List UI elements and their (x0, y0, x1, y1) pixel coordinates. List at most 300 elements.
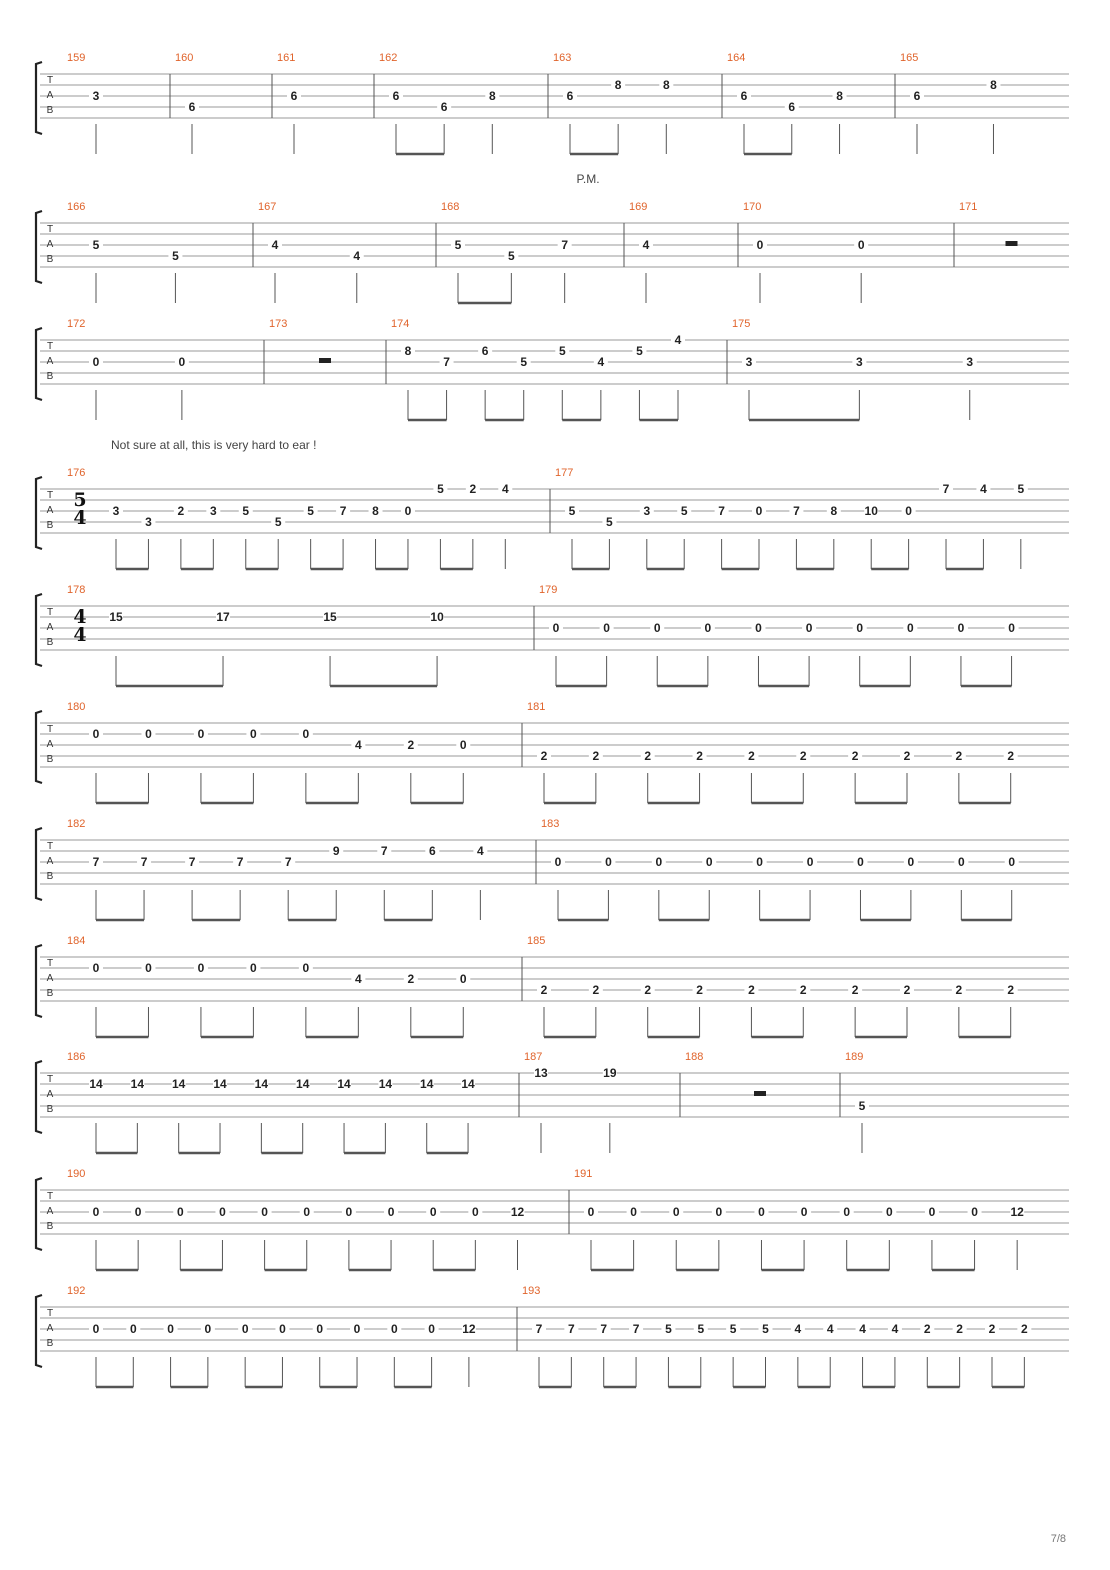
fret-number: 4 (354, 738, 362, 752)
measure (67, 52, 103, 154)
fret-number: 14 (420, 1077, 434, 1091)
tab-clef-letter: T (46, 1074, 54, 1085)
fret-number: 5 (636, 344, 643, 358)
fret-number: 2 (1021, 1322, 1028, 1336)
fret-number: 14 (213, 1077, 227, 1091)
measure (67, 701, 470, 803)
fret-number: 2 (696, 983, 703, 997)
fret-number: 14 (130, 1077, 145, 1091)
tab-clef-letter: B (46, 371, 54, 382)
measure-number: 185 (527, 935, 546, 947)
measure (536, 818, 1019, 920)
fret-number: 2 (469, 482, 477, 496)
fret-number: 8 (830, 504, 838, 518)
measure-number: 189 (845, 1051, 864, 1063)
measure (436, 201, 572, 303)
fret-number: 2 (903, 749, 911, 763)
fret-number: 4 (891, 1322, 899, 1336)
system-bracket (36, 1295, 42, 1367)
tab-clef-letter: A (46, 1089, 54, 1100)
tab-clef-letter: B (46, 1221, 54, 1232)
fret-number: 7 (380, 844, 388, 858)
fret-number: 12 (1010, 1205, 1024, 1219)
fret-number: 5 (307, 504, 314, 518)
time-signature-digit: 5 (73, 489, 87, 511)
measure (517, 1285, 1031, 1387)
fret-number: 4 (826, 1322, 834, 1336)
fret-number: 0 (459, 738, 467, 752)
measure-number: 188 (685, 1051, 704, 1063)
measure-number: 193 (522, 1285, 541, 1297)
measure-number: 173 (269, 318, 288, 330)
system-annotation: P.M. (576, 172, 600, 186)
measure-number: 174 (391, 318, 410, 330)
fret-number: 0 (907, 855, 915, 869)
tab-clef-letter: T (46, 341, 54, 352)
fret-number: 5 (437, 482, 444, 496)
measure (67, 1168, 524, 1270)
fret-number: 15 (323, 610, 337, 624)
tab-clef-letter: T (46, 75, 54, 86)
fret-number: 0 (92, 1205, 100, 1219)
fret-number: 5 (242, 504, 250, 518)
fret-number: 7 (718, 504, 725, 518)
measure (895, 52, 1000, 154)
tab-system (36, 52, 1069, 154)
measure (374, 52, 499, 154)
fret-number: 0 (178, 355, 186, 369)
fret-number: 14 (296, 1077, 310, 1091)
fret-number: 0 (429, 1205, 437, 1219)
fret-number: 6 (740, 89, 748, 103)
measure (67, 818, 487, 920)
measure (522, 935, 1018, 1037)
fret-number: 2 (592, 749, 600, 763)
fret-number: 8 (404, 344, 412, 358)
fret-number: 2 (644, 749, 652, 763)
fret-number: 0 (353, 1322, 361, 1336)
fret-number: 5 (606, 515, 613, 529)
tab-clef-letter: T (46, 1191, 54, 1202)
measure-number: 162 (379, 52, 398, 64)
fret-number: 5 (680, 504, 688, 518)
fret-number: 0 (552, 621, 560, 635)
fret-number: 8 (990, 78, 997, 92)
fret-number: 3 (112, 504, 120, 518)
fret-number: 0 (404, 504, 412, 518)
tab-clef-letter: T (46, 490, 54, 501)
tab-clef-letter: B (46, 520, 54, 531)
fret-number: 0 (134, 1205, 142, 1219)
fret-number: 5 (558, 344, 566, 358)
fret-number: 3 (745, 355, 753, 369)
fret-number: 4 (794, 1322, 802, 1336)
fret-number: 0 (885, 1205, 893, 1219)
fret-number: 0 (857, 238, 865, 252)
fret-number: 5 (697, 1322, 705, 1336)
measure (727, 318, 977, 420)
tab-clef-letter: A (46, 739, 54, 750)
tab-clef-letter: A (46, 622, 54, 633)
fret-number: 10 (430, 610, 444, 624)
fret-number: 2 (1007, 983, 1015, 997)
time-signature (73, 606, 86, 646)
fret-number: 0 (857, 855, 864, 869)
fret-number: 6 (188, 100, 196, 114)
fret-number: 6 (290, 89, 298, 103)
tab-system (36, 1168, 1069, 1270)
measure-number: 167 (258, 201, 277, 213)
fret-number: 0 (219, 1205, 226, 1219)
fret-number: 7 (236, 855, 244, 869)
fret-number: 2 (955, 983, 963, 997)
system-bracket (36, 477, 42, 549)
system-bracket (36, 62, 42, 134)
fret-number: 2 (644, 983, 652, 997)
fret-number: 14 (254, 1077, 269, 1091)
fret-number: 3 (856, 355, 863, 369)
measure-number: 176 (67, 467, 86, 479)
tab-system (36, 935, 1069, 1037)
measure-number: 160 (175, 52, 194, 64)
fret-number: 5 (507, 249, 515, 263)
fret-number: 0 (605, 855, 612, 869)
fret-number: 6 (440, 100, 448, 114)
measure (67, 467, 512, 569)
fret-number: 4 (980, 482, 987, 496)
fret-number: 0 (1008, 621, 1015, 635)
measure (519, 1051, 617, 1153)
fret-number: 5 (274, 515, 282, 529)
fret-number: 3 (92, 89, 100, 103)
fret-number: 2 (799, 749, 807, 763)
tab-clef-letter: B (46, 754, 54, 765)
measure (170, 52, 199, 154)
time-signature-digit: 4 (73, 624, 87, 646)
fret-number: 0 (459, 972, 467, 986)
fret-number: 2 (955, 749, 963, 763)
tab-system (36, 1051, 1069, 1153)
tab-clef-letter: B (46, 254, 54, 265)
fret-number: 0 (197, 727, 205, 741)
fret-number: 14 (378, 1077, 393, 1091)
tab-clef-letter: T (46, 724, 54, 735)
fret-number: 0 (303, 1205, 311, 1219)
fret-number: 0 (630, 1205, 637, 1219)
measure-number: 179 (539, 584, 558, 596)
measure (738, 201, 868, 303)
fret-number: 7 (140, 855, 148, 869)
tab-clef-letter: A (46, 90, 54, 101)
fret-number: 0 (261, 1205, 268, 1219)
measure-number: 171 (959, 201, 978, 213)
fret-number: 0 (472, 1205, 479, 1219)
fret-number: 10 (864, 504, 878, 518)
fret-number: 0 (279, 1322, 286, 1336)
measure-number: 178 (67, 584, 86, 596)
measure-number: 169 (629, 201, 648, 213)
whole-rest (1006, 241, 1018, 246)
fret-number: 7 (284, 855, 292, 869)
measure (569, 1168, 1024, 1270)
fret-number: 0 (906, 621, 914, 635)
tab-system (36, 701, 1069, 803)
fret-number: 0 (316, 1322, 324, 1336)
fret-number: 0 (928, 1205, 936, 1219)
measure-number: 182 (67, 818, 86, 830)
measure-number: 166 (67, 201, 86, 213)
fret-number: 0 (92, 1322, 100, 1336)
fret-number: 0 (204, 1322, 212, 1336)
fret-number: 0 (603, 621, 610, 635)
fret-number: 7 (188, 855, 196, 869)
measure (253, 201, 364, 303)
fret-number: 0 (302, 961, 310, 975)
tab-system (36, 172, 1069, 303)
fret-number: 7 (793, 504, 800, 518)
measure-number: 192 (67, 1285, 86, 1297)
fret-number: 0 (800, 1205, 808, 1219)
fret-number: 7 (600, 1322, 608, 1336)
fret-number: 7 (339, 504, 347, 518)
tab-clef-letter: A (46, 856, 54, 867)
measure (67, 1051, 475, 1153)
tab-clef-letter: B (46, 871, 54, 882)
tab-clef-letter: T (46, 958, 54, 969)
fret-number: 4 (271, 238, 279, 252)
fret-number: 2 (696, 749, 703, 763)
fret-number: 5 (762, 1322, 769, 1336)
fret-number: 8 (488, 89, 496, 103)
fret-number: 2 (748, 749, 755, 763)
fret-number: 0 (957, 855, 965, 869)
page-number: 7/8 (1050, 1533, 1066, 1545)
fret-number: 0 (428, 1322, 435, 1336)
tab-system (36, 318, 1069, 420)
fret-number: 0 (387, 1205, 395, 1219)
fret-number: 14 (172, 1077, 186, 1091)
measure (550, 467, 1028, 569)
fret-number: 7 (535, 1322, 543, 1336)
fret-number: 5 (858, 1099, 866, 1113)
fret-number: 7 (942, 482, 950, 496)
fret-number: 2 (540, 749, 548, 763)
fret-number: 4 (642, 238, 650, 252)
fret-number: 0 (805, 621, 813, 635)
system-bracket (36, 828, 42, 900)
fret-number: 15 (109, 610, 123, 624)
fret-number: 2 (903, 983, 911, 997)
tab-clef-letter: A (46, 1206, 54, 1217)
fret-number: 2 (988, 1322, 996, 1336)
fret-number: 0 (756, 238, 764, 252)
system-bracket (36, 945, 42, 1017)
fret-number: 0 (705, 855, 713, 869)
tab-system (36, 438, 1069, 569)
fret-number: 3 (145, 515, 152, 529)
fret-number: 9 (332, 844, 340, 858)
fret-number: 5 (568, 504, 576, 518)
fret-number: 6 (788, 100, 796, 114)
fret-number: 5 (665, 1322, 672, 1336)
fret-number: 3 (209, 504, 217, 518)
fret-number: 0 (653, 621, 661, 635)
tab-clef-letter: A (46, 1323, 54, 1334)
fret-number: 4 (597, 355, 605, 369)
tab-clef-letter: T (46, 607, 54, 618)
tab-clef-letter: A (46, 973, 54, 984)
fret-number: 6 (913, 89, 921, 103)
fret-number: 2 (407, 972, 415, 986)
fret-number: 8 (662, 78, 670, 92)
fret-number: 19 (603, 1066, 617, 1080)
fret-number: 0 (758, 1205, 765, 1219)
fret-number: 0 (672, 1205, 680, 1219)
fret-number: 0 (241, 1322, 249, 1336)
measure (67, 584, 444, 686)
fret-number: 0 (390, 1322, 398, 1336)
time-signature-digit: 4 (73, 507, 87, 529)
fret-number: 12 (462, 1322, 476, 1336)
fret-number: 0 (957, 621, 965, 635)
tab-clef-letter: B (46, 1104, 54, 1115)
system-bracket (36, 211, 42, 283)
fret-number: 4 (859, 1322, 866, 1336)
tab-clef-letter: T (46, 841, 54, 852)
fret-number: 17 (216, 610, 230, 624)
system-bracket (36, 1178, 42, 1250)
measure (67, 935, 470, 1037)
system-bracket (36, 1061, 42, 1133)
fret-number: 0 (250, 961, 257, 975)
fret-number: 0 (92, 355, 100, 369)
fret-number: 0 (755, 621, 762, 635)
fret-number: 0 (197, 961, 205, 975)
fret-number: 14 (89, 1077, 103, 1091)
fret-number: 8 (614, 78, 622, 92)
fret-number: 0 (587, 1205, 595, 1219)
measure-number: 172 (67, 318, 86, 330)
fret-number: 4 (353, 249, 361, 263)
measure-number: 180 (67, 701, 86, 713)
tab-system (36, 584, 1069, 686)
whole-rest (754, 1091, 766, 1096)
fret-number: 0 (755, 504, 763, 518)
fret-number: 7 (568, 1322, 575, 1336)
fret-number: 2 (177, 504, 185, 518)
system-bracket (36, 328, 42, 400)
fret-number: 6 (428, 844, 436, 858)
measure-number: 175 (732, 318, 751, 330)
fret-number: 4 (674, 333, 682, 347)
system-bracket (36, 711, 42, 783)
fret-number: 0 (554, 855, 562, 869)
measure-number: 186 (67, 1051, 86, 1063)
measure-number: 181 (527, 701, 546, 713)
fret-number: 2 (1007, 749, 1015, 763)
measure-number: 159 (67, 52, 86, 64)
measure-number: 190 (67, 1168, 86, 1180)
fret-number: 5 (172, 249, 179, 263)
measure-number: 163 (553, 52, 572, 64)
fret-number: 7 (92, 855, 100, 869)
tab-clef-letter: A (46, 356, 54, 367)
fret-number: 14 (337, 1077, 351, 1091)
fret-number: 0 (145, 961, 152, 975)
measure-number: 191 (574, 1168, 593, 1180)
fret-number: 0 (715, 1205, 723, 1219)
measure-number: 183 (541, 818, 560, 830)
fret-number: 0 (92, 961, 100, 975)
measure (272, 52, 301, 154)
fret-number: 0 (856, 621, 864, 635)
fret-number: 7 (561, 238, 569, 252)
tab-clef-letter: B (46, 105, 54, 116)
system-bracket (36, 594, 42, 666)
fret-number: 0 (92, 727, 100, 741)
fret-number: 7 (632, 1322, 640, 1336)
measure (840, 1051, 869, 1153)
fret-number: 3 (966, 355, 974, 369)
fret-number: 0 (704, 621, 712, 635)
measure-number: 168 (441, 201, 460, 213)
tab-clef-letter: T (46, 224, 54, 235)
fret-number: 6 (392, 89, 400, 103)
tab-clef-letter: B (46, 637, 54, 648)
fret-number: 8 (372, 504, 379, 518)
fret-number: 5 (1017, 482, 1025, 496)
fret-number: 2 (748, 983, 755, 997)
fret-number: 0 (167, 1322, 174, 1336)
tab-clef-letter: A (46, 239, 54, 250)
fret-number: 0 (345, 1205, 353, 1219)
measure (67, 318, 189, 420)
fret-number: 0 (145, 727, 152, 741)
fret-number: 0 (129, 1322, 137, 1336)
system-annotation: Not sure at all, this is very hard to ear ! (111, 438, 317, 452)
whole-rest (319, 358, 331, 363)
tab-clef-letter: B (46, 1338, 54, 1349)
fret-number: 0 (176, 1205, 184, 1219)
fret-number: 13 (534, 1066, 548, 1080)
measure (534, 584, 1019, 686)
measure-number: 177 (555, 467, 574, 479)
measure-number: 184 (67, 935, 86, 947)
fret-number: 3 (643, 504, 651, 518)
fret-number: 6 (481, 344, 489, 358)
fret-number: 2 (592, 983, 600, 997)
fret-number: 6 (566, 89, 574, 103)
fret-number: 14 (461, 1077, 475, 1091)
fret-number: 2 (851, 983, 859, 997)
measure (386, 318, 685, 420)
fret-number: 0 (1008, 855, 1016, 869)
measure (522, 701, 1018, 803)
measure (67, 201, 182, 303)
measure-number: 165 (900, 52, 919, 64)
fret-number: 12 (510, 1205, 525, 1219)
measure-number: 187 (524, 1051, 543, 1063)
tab-clef-letter: A (46, 505, 54, 516)
fret-number: 5 (520, 355, 528, 369)
measure-number: 161 (277, 52, 296, 64)
fret-number: 4 (477, 844, 484, 858)
measure (722, 52, 847, 154)
time-signature-digit: 4 (73, 606, 87, 628)
fret-number: 0 (905, 504, 912, 518)
fret-number: 5 (454, 238, 462, 252)
fret-number: 5 (729, 1322, 737, 1336)
